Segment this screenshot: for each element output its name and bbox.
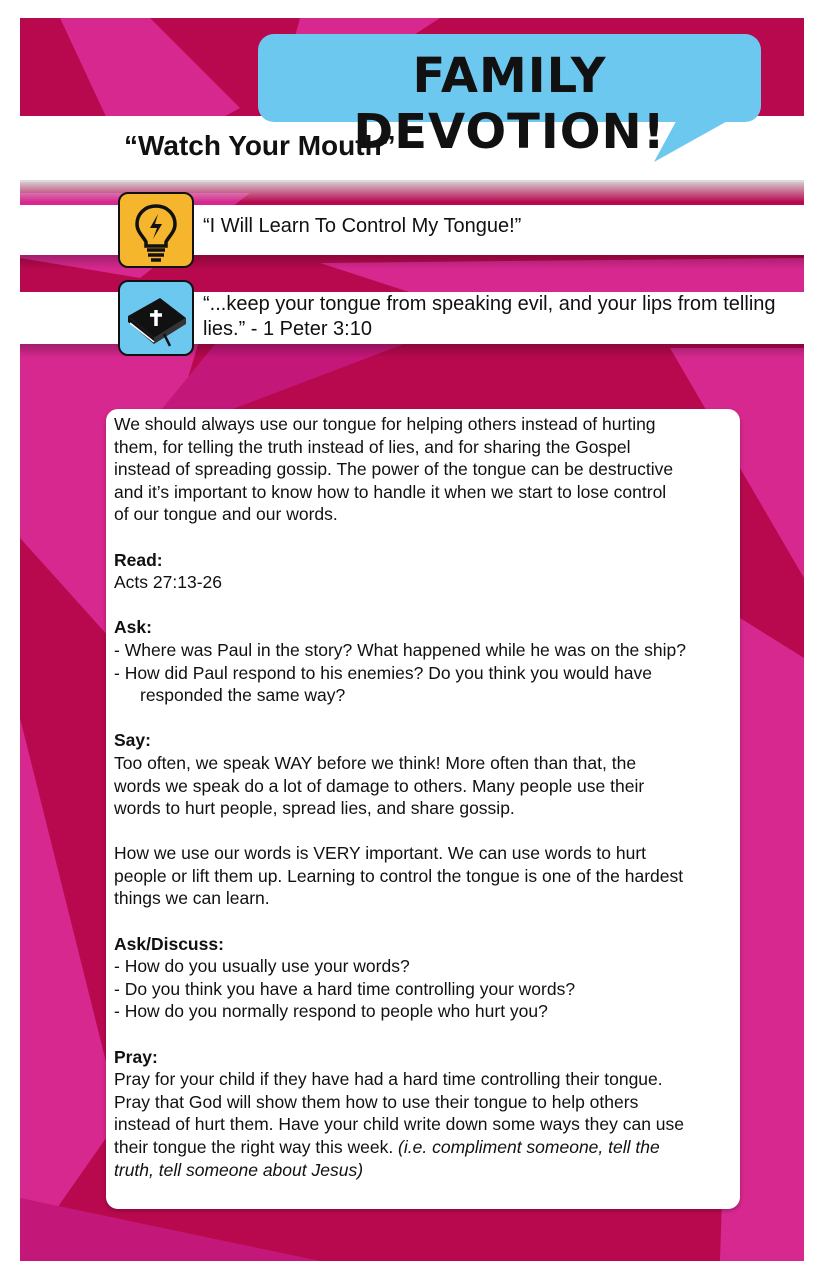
say-line: Too often, we speak WAY before we think! More often than that, the bbox=[114, 752, 637, 773]
pray-line: instead of hurt them. Have your child write down some ways they can use bbox=[114, 1114, 684, 1135]
lesson-title: “Watch Your Mouth” bbox=[124, 130, 396, 161]
devotion-page bbox=[20, 18, 804, 1261]
intro-line: We should always use our tongue for helping others instead of hurting bbox=[114, 414, 656, 434]
lightbulb-icon bbox=[118, 192, 194, 268]
devotion-content-card bbox=[106, 409, 740, 1209]
say-line: things we can learn. bbox=[114, 888, 270, 909]
discuss-heading: Ask/Discuss: bbox=[114, 933, 224, 954]
memory-verse: “...keep your tongue from speaking evil, and your lips from telling lies.” - 1 Peter 3:10 bbox=[203, 293, 776, 340]
bible-icon bbox=[118, 280, 194, 356]
ask-question: - Where was Paul in the story? What happened while he was on the ship? bbox=[114, 639, 686, 660]
speech-bubble bbox=[258, 34, 761, 160]
intro-line: instead of spreading gossip. The power of the tongue can be destructive bbox=[114, 459, 674, 480]
say-line: words we speak do a lot of damage to others. Many people use their bbox=[114, 775, 645, 796]
discuss-question: - Do you think you have a hard time controlling your words? bbox=[114, 978, 576, 999]
say-heading: Say: bbox=[114, 730, 151, 751]
ask-question-continued: responded the same way? bbox=[140, 685, 346, 706]
say-line: words to hurt people, spread lies, and share gossip. bbox=[114, 798, 515, 819]
pray-line bbox=[114, 1136, 742, 1159]
say-line: How we use our words is VERY important. We can use words to hurt bbox=[114, 843, 647, 864]
say-line: people or lift them up. Learning to control the tongue is one of the hardest bbox=[114, 865, 684, 886]
pray-line-text: their tongue the right way this week. bbox=[114, 1137, 399, 1157]
ask-heading: Ask: bbox=[114, 617, 152, 638]
discuss-question: - How do you usually use your words? bbox=[114, 956, 410, 977]
pray-examples: truth, tell someone about Jesus) bbox=[114, 1159, 364, 1180]
ask-question: - How did Paul respond to his enemies? Do you think you would have bbox=[114, 662, 652, 683]
lesson-point: “I Will Learn To Control My Tongue!” bbox=[203, 215, 522, 237]
read-reference: Acts 27:13-26 bbox=[114, 572, 222, 593]
intro-line: of our tongue and our words. bbox=[114, 504, 338, 525]
intro-line: them, for telling the truth instead of lies, and for sharing the Gospel bbox=[114, 436, 631, 457]
pray-line: Pray for your child if they have had a hard time controlling their tongue. bbox=[114, 1069, 663, 1090]
bg-shape bbox=[20, 718, 120, 1261]
discuss-question: - How do you normally respond to people who hurt you? bbox=[114, 1001, 548, 1022]
pray-examples: (i.e. compliment someone, tell the bbox=[398, 1137, 660, 1157]
pray-heading: Pray: bbox=[114, 1046, 158, 1067]
read-heading: Read: bbox=[114, 549, 163, 570]
page-title: FAMILY DEVOTION! bbox=[353, 48, 666, 160]
intro-line: and it’s important to know how to handle it when we start to lose control bbox=[114, 481, 667, 502]
pray-line: Pray that God will show them how to use their tongue to help others bbox=[114, 1091, 639, 1112]
